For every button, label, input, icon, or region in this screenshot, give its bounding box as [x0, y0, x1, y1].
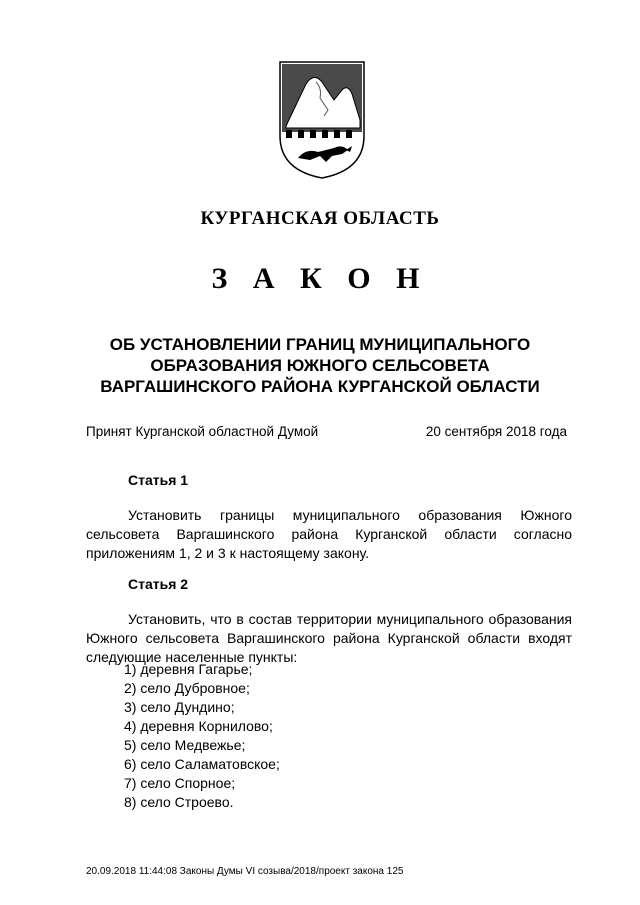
article-1-heading: Статья 1	[128, 472, 189, 488]
list-item: 3) село Дундино;	[124, 699, 235, 715]
article-1-body: Установить границы муниципального образования Южного сельсовета Варгашинского района Курганской области согласно приложениям 1, 2 и 3 к настоящему закону.	[86, 507, 572, 561]
article-2-text	[86, 610, 572, 667]
adopted-by: Принят Курганской областной Думой	[86, 424, 319, 439]
article-2-heading: Статья 2	[128, 576, 189, 592]
document-type-title: З А К О Н	[211, 262, 429, 295]
article-1-text	[86, 506, 572, 563]
coat-of-arms-emblem-icon	[276, 58, 368, 180]
law-title-line: ОБРАЗОВАНИЯ ЮЖНОГО СЕЛЬСОВЕТА	[150, 356, 490, 375]
list-item: 6) село Саламатовское;	[124, 756, 280, 772]
list-item: 5) село Медвежье;	[124, 737, 246, 753]
adoption-date: 20 сентября 2018 года	[425, 424, 567, 439]
list-item: 8) село Строево.	[124, 794, 234, 810]
law-title-line: ВАРГАШИНСКОГО РАЙОНА КУРГАНСКОЙ ОБЛАСТИ	[100, 377, 540, 396]
list-item: 4) деревня Корнилово;	[124, 718, 273, 734]
adoption-line	[86, 424, 567, 439]
region-name: КУРГАНСКАЯ ОБЛАСТЬ	[200, 208, 440, 229]
settlement-list	[124, 660, 280, 812]
list-item: 1) деревня Гагарье;	[124, 661, 253, 677]
list-item: 2) село Дубровное;	[124, 680, 250, 696]
article-2-body: Установить, что в состав территории муниципального образования Южного сельсовета Варгашинского района Курганской области входят следующие населенные пункты:	[86, 611, 572, 665]
list-item: 7) село Спорное;	[124, 775, 236, 791]
law-title	[60, 334, 580, 397]
page-footer: 20.09.2018 11:44:08 Законы Думы VI созыва/2018/проект закона 125	[86, 866, 404, 877]
law-title-line: ОБ УСТАНОВЛЕНИИ ГРАНИЦ МУНИЦИПАЛЬНОГО	[109, 335, 531, 354]
